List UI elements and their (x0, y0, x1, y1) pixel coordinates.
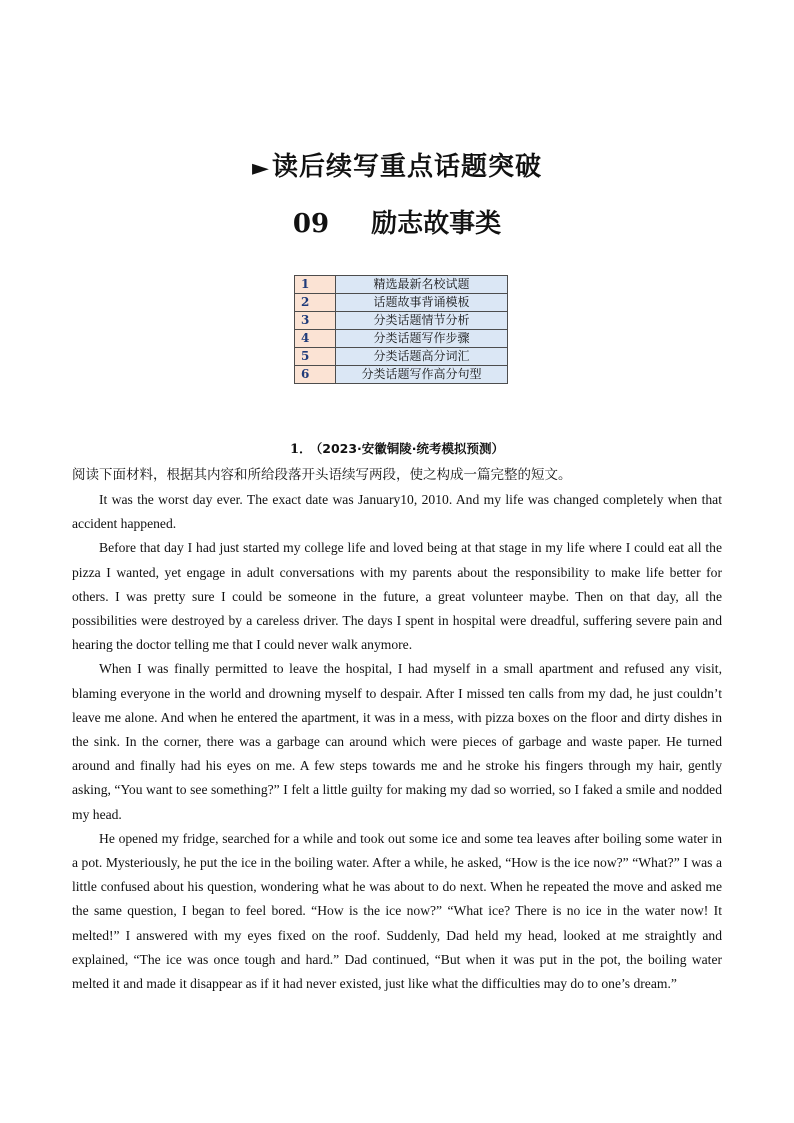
toc-number: 4 (295, 330, 336, 348)
question-header (0, 438, 794, 457)
toc-number: 5 (295, 348, 336, 366)
toc-row (295, 294, 508, 312)
question-number: 1． (289, 442, 312, 457)
toc-label: 分类话题写作步骤 (336, 330, 508, 348)
toc-number: 3 (295, 312, 336, 330)
toc-row (295, 348, 508, 366)
toc-row (295, 312, 508, 330)
main-title-text: 读后续写重点话题突破 (271, 152, 542, 182)
passage-paragraph: When I was finally permitted to leave the hospital, I had myself in a small apartment and refused any visit, blaming everyone in the world and drowning myself to despair. After I missed ten calls from my dad, he just couldn’t leave me alone. And when he entered the apartment, it was in a mess, with pizza boxes on the floor and dirty dishes in the sink. In the corner, there was a garbage can around which were pieces of garbage and waste paper. He turned around and finally had his eyes on me. A few steps towards me and he stroke his fingers through my hair, gently asking, “You want to see something?” I felt a little guilty for making my dad so worried, so I faked a smile and nodded my head. (72, 661, 722, 822)
toc-row (295, 366, 508, 384)
toc-number: 2 (295, 294, 336, 312)
main-title (0, 146, 794, 183)
passage-paragraph: Before that day I had just started my college life and loved being at that stage in my life where I could eat all the pizza I wanted, yet engage in adult conversations with my parents about the responsibility to make life better for others. I was pretty sure I could be someone in the future, a great volunteer maybe. Then on that day, all the possibilities were destroyed by a careless driver. The days I spent in hospital were dreadful, suffering severe pain and hearing the doctor telling me that I could never walk anymore. (72, 540, 722, 653)
toc-number: 6 (295, 366, 336, 384)
toc-label: 话题故事背诵模板 (336, 294, 508, 312)
toc-label: 分类话题高分词汇 (336, 348, 508, 366)
toc-number: 1 (295, 276, 336, 294)
sub-title-text: 励志故事类 (371, 209, 502, 239)
passage-paragraph: He opened my fridge, searched for a while and took out some ice and some tea leaves after boiling some water in a pot. Mysteriously, he put the ice in the boiling water. After a while, he asked, “How is the ice now?” “What?” I was a little confused about his question, wondering what he was about to do next. When he repeated the move and asked me the same question, I began to feel bored. “How is the ice now?” “What ice? There is no ice in the water now! It melted!” I answered with my eyes fixed on the roof. Suddenly, Dad held my head, looked at me straightly and explained, “The ice was once tough and hard.” Dad continued, “But when it was put in the pot, the boiling water melted it and made it disappear as if it had never existed, just like what the difficulties may do to one’s dream.” (72, 830, 722, 992)
toc-label: 分类话题写作高分句型 (336, 366, 508, 384)
contents-table (294, 275, 508, 384)
toc-row (295, 276, 508, 294)
arrow-icon: ► (252, 156, 270, 181)
question-instruction: 阅读下面材料，根据其内容和所给段落开头语续写两段，使之构成一篇完整的短文。 (72, 467, 572, 483)
toc-row (295, 330, 508, 348)
toc-label: 分类话题情节分析 (336, 312, 508, 330)
passage-paragraph: It was the worst day ever. The exact date was January10, 2010. And my life was changed completely when that accident happened. (72, 492, 722, 532)
toc-label: 精选最新名校试题 (336, 276, 508, 294)
question-source: （2023·安徽铜陵·统考模拟预测） (316, 441, 505, 456)
sub-title-number: 09 (292, 209, 330, 239)
passage (72, 488, 722, 996)
sub-title (0, 203, 794, 240)
